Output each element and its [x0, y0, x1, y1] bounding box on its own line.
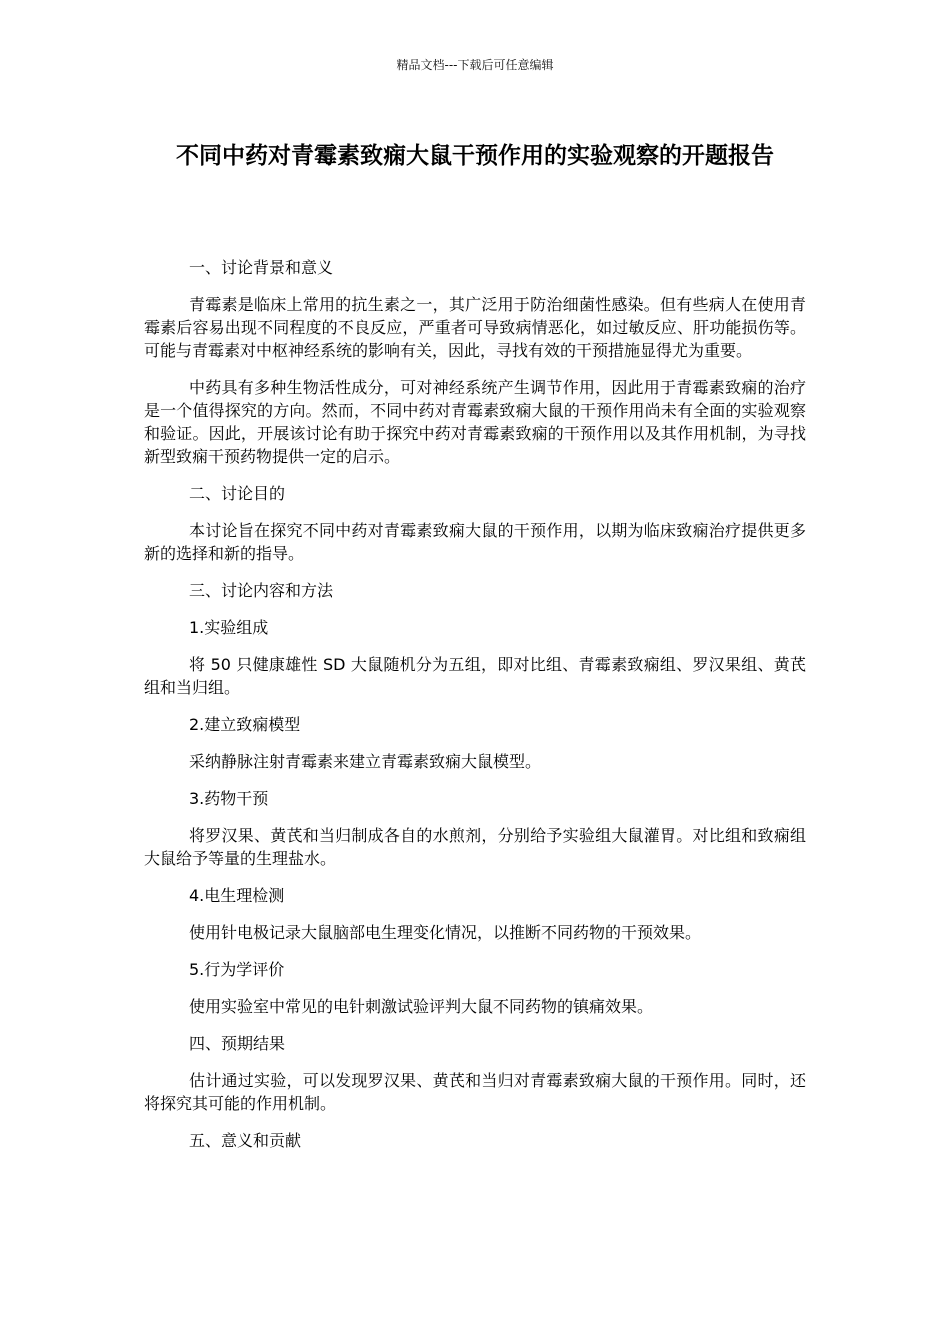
paragraph-expected-results: 估计通过实验，可以发现罗汉果、黄芪和当归对青霉素致痫大鼠的干预作用。同时，还将探究其可能的作用机制。: [144, 1071, 806, 1113]
document-body: [144, 256, 806, 1166]
section-heading-background: 一、讨论背景和意义: [189, 258, 334, 277]
paragraph-background-2: 中药具有多种生物活性成分，可对神经系统产生调节作用，因此用于青霉素致痫的治疗是一个值得探究的方向。然而，不同中药对青霉素致痫大鼠的干预作用尚未有全面的实验观察和验证。因此，开展该讨论有助于探究中药对青霉素致痫的干预作用以及其作用机制，为寻找新型致痫干预药物提供一定的启示。: [144, 378, 806, 466]
section-heading-purpose: 二、讨论目的: [189, 484, 286, 503]
paragraph-purpose: 本讨论旨在探究不同中药对青霉素致痫大鼠的干预作用，以期为临床致痫治疗提供更多新的选择和新的指导。: [144, 521, 806, 563]
document-title: 不同中药对青霉素致痫大鼠干预作用的实验观察的开题报告: [176, 143, 774, 169]
subheading-drug-intervention: 3.药物干预: [189, 789, 269, 808]
paragraph-experiment-groups: 将 50 只健康雄性 SD 大鼠随机分为五组，即对比组、青霉素致痫组、罗汉果组、黄芪组和当归组。: [144, 655, 806, 697]
paragraph-drug-intervention: 将罗汉果、黄芪和当归制成各自的水煎剂，分别给予实验组大鼠灌胃。对比组和致痫组大鼠给予等量的生理盐水。: [144, 826, 806, 868]
paragraph-electrophysiology: 使用针电极记录大鼠脑部电生理变化情况，以推断不同药物的干预效果。: [189, 923, 702, 942]
paragraph-model: 采纳静脉注射青霉素来建立青霉素致痫大鼠模型。: [189, 752, 542, 771]
subheading-experiment-groups: 1.实验组成: [189, 618, 269, 637]
subheading-behavior: 5.行为学评价: [189, 960, 285, 979]
section-heading-methods: 三、讨论内容和方法: [189, 581, 334, 600]
section-heading-expected-results: 四、预期结果: [189, 1034, 286, 1053]
header-note: 精品文档---下载后可任意编辑: [396, 58, 554, 72]
paragraph-behavior: 使用实验室中常见的电针刺激试验评判大鼠不同药物的镇痛效果。: [189, 997, 654, 1016]
section-heading-significance: 五、意义和贡献: [189, 1131, 302, 1150]
paragraph-background-1: 青霉素是临床上常用的抗生素之一，其广泛用于防治细菌性感染。但有些病人在使用青霉素后容易出现不同程度的不良反应，严重者可导致病情恶化，如过敏反应、肝功能损伤等。可能与青霉素对中枢神经系统的影响有关，因此，寻找有效的干预措施显得尤为重要。: [144, 295, 806, 360]
subheading-model: 2.建立致痫模型: [189, 715, 301, 734]
subheading-electrophysiology: 4.电生理检测: [189, 886, 285, 905]
